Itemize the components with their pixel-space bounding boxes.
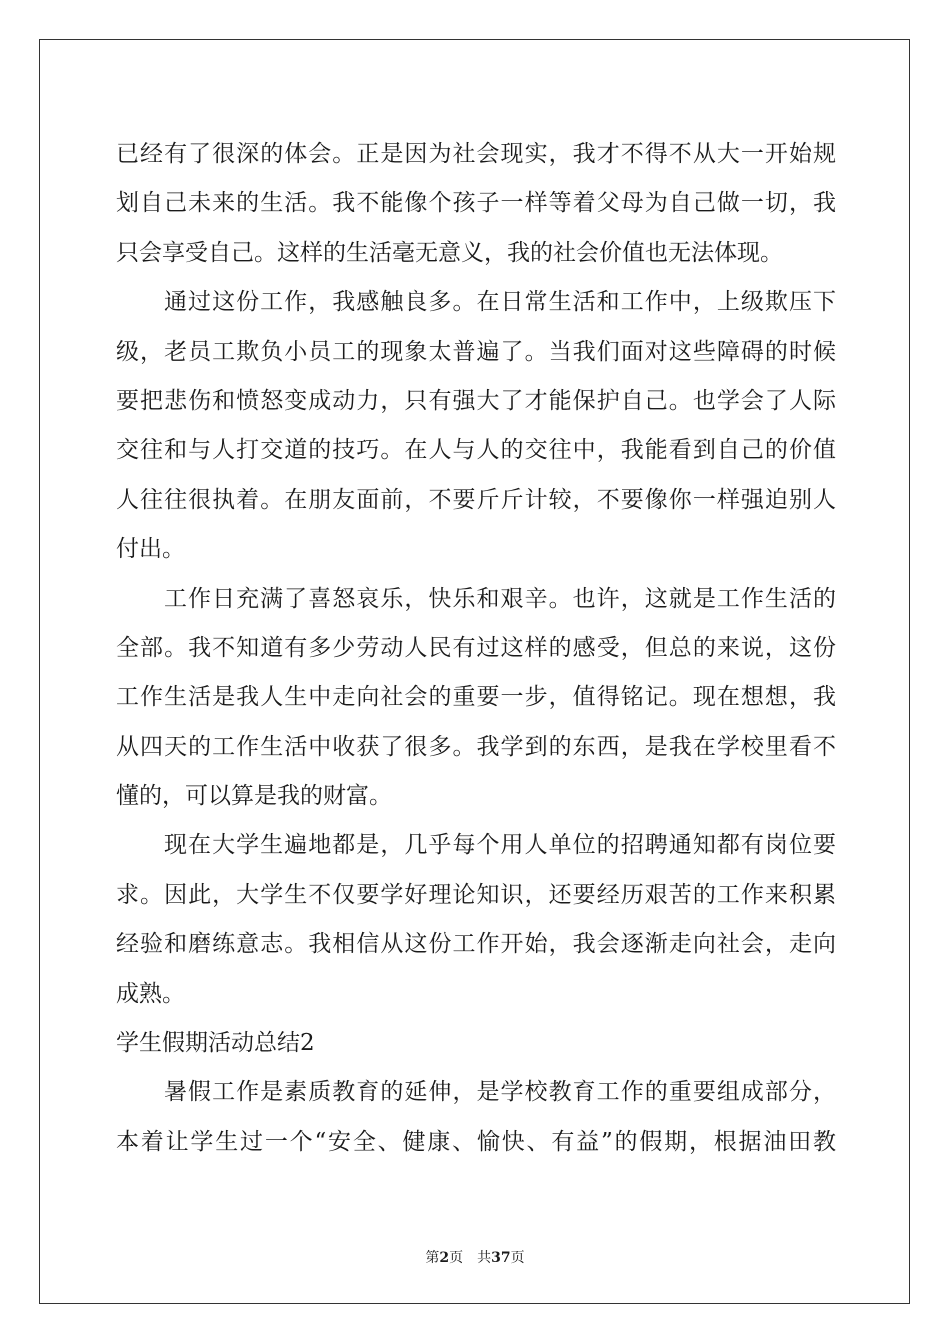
section-heading: 学生假期活动总结2 — [116, 1030, 315, 1057]
paragraph-line: 懂的，可以算是我的财富。 — [116, 783, 392, 810]
paragraph-line: 现在大学生遍地都是，几乎每个用人单位的招聘通知都有岗位要 — [164, 832, 836, 859]
paragraph-line: 只会享受自己。这样的生活毫无意义，我的社会价值也无法体现。 — [116, 239, 783, 266]
paragraph-line: 求。因此，大学生不仅要学好理论知识，还要经历艰苦的工作来积累 — [116, 881, 836, 908]
paragraph-line: 付出。 — [116, 536, 185, 563]
page-prefix: 第 — [425, 1250, 440, 1266]
current-page-number: 2 — [439, 1250, 450, 1266]
paragraph-line: 划自己未来的生活。我不能像个孩子一样等着父母为自己做一切，我 — [116, 190, 836, 217]
paragraph-line: 通过这份工作，我感触良多。在日常生活和工作中，上级欺压下 — [164, 289, 836, 316]
paragraph-line: 工作日充满了喜怒哀乐，快乐和艰辛。也许，这就是工作生活的 — [164, 585, 836, 612]
paragraph-line: 人往往很执着。在朋友面前，不要斤斤计较，不要像你一样强迫别人 — [116, 486, 836, 513]
paragraph-line: 暑假工作是素质教育的延伸，是学校教育工作的重要组成部分， — [164, 1079, 836, 1106]
page-footer — [0, 1247, 950, 1267]
paragraph-line: 全部。我不知道有多少劳动人民有过这样的感受，但总的来说，这份 — [116, 634, 836, 661]
paragraph-line: 已经有了很深的体会。正是因为社会现实，我才不得不从大一开始规 — [116, 141, 836, 167]
paragraph-line: 交往和与人打交道的技巧。在人与人的交往中，我能看到自己的价值 — [116, 437, 836, 464]
paragraph-line: 级，老员工欺负小员工的现象太普遍了。当我们面对这些障碍的时候 — [116, 338, 836, 365]
paragraph-line: 成熟。 — [116, 980, 185, 1007]
total-prefix: 共 — [477, 1250, 492, 1266]
paragraph-line: 要把悲伤和愤怒变成动力，只有强大了才能保护自己。也学会了人际 — [116, 387, 836, 414]
paragraph-line: 从四天的工作生活中收获了很多。我学到的东西，是我在学校里看不 — [116, 733, 836, 760]
total-page-count: 37 — [491, 1250, 511, 1266]
paragraph-line: 工作生活是我人生中走向社会的重要一步，值得铭记。现在想想，我 — [116, 684, 836, 711]
paragraph-line: 经验和磨练意志。我相信从这份工作开始，我会逐渐走向社会，走向 — [116, 931, 836, 958]
document-body — [116, 130, 836, 1167]
total-suffix: 页 — [510, 1250, 525, 1266]
page-suffix: 页 — [449, 1250, 464, 1266]
paragraph-line: 本着让学生过一个“安全、健康、愉快、有益”的假期，根据油田教 — [116, 1128, 836, 1155]
